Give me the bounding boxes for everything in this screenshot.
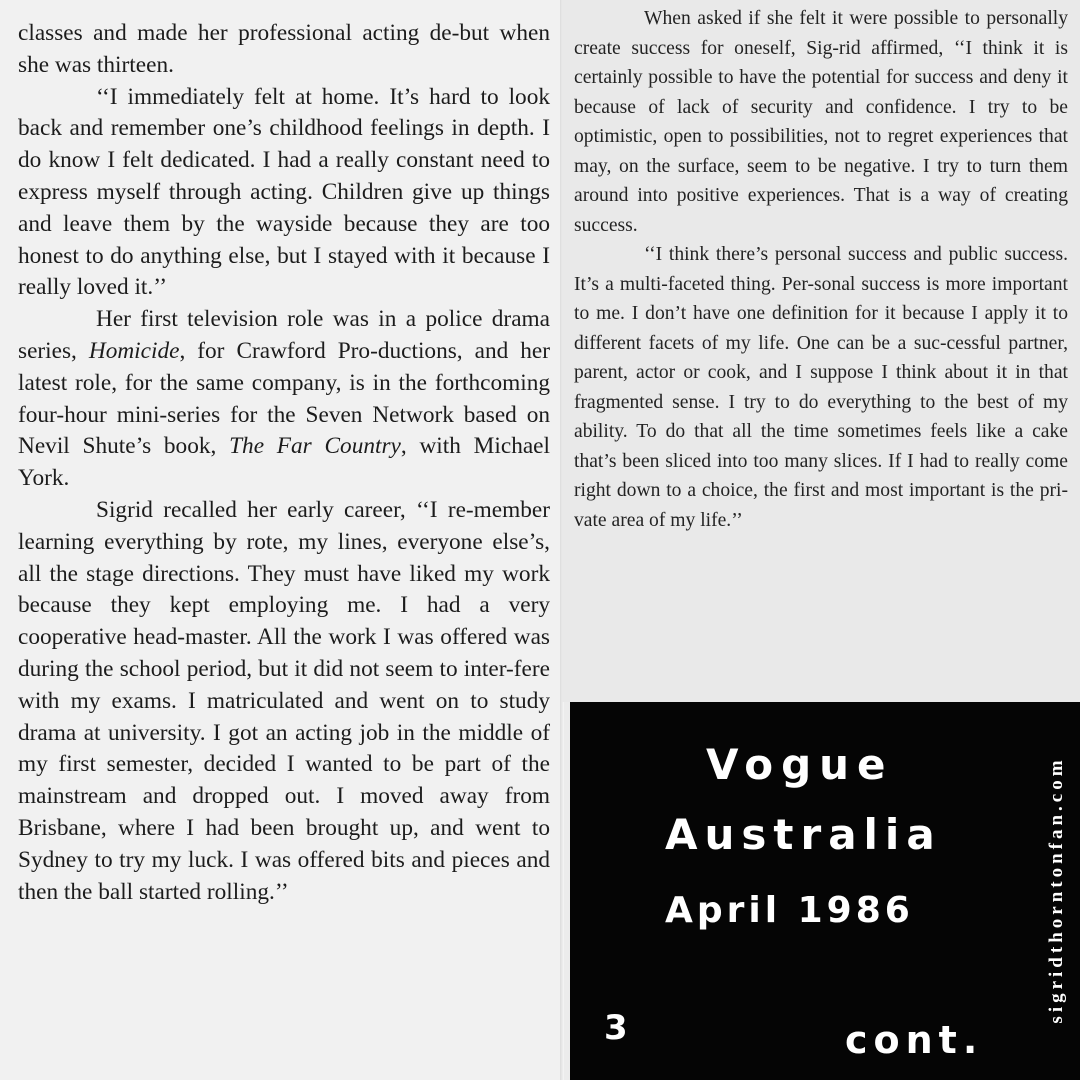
issue-date: April 1986	[665, 890, 914, 931]
left-paragraph-3-text-c: , with Michael York.	[18, 433, 550, 492]
left-paragraph-3-text-b: , for Crawford Pro-ductions, and her latest role, for the same company, is in the forthcoming four-hour mini-series for the Seven Network based on Nevil Shute’s book,	[18, 337, 550, 460]
book-title-far-country: The Far Country	[229, 433, 401, 460]
show-title-homicide: Homicide	[88, 337, 180, 364]
article-right-column	[562, 0, 1080, 702]
caption-box	[570, 702, 1080, 1080]
magazine-name: Vogue	[706, 740, 894, 789]
left-paragraph-4: Sigrid recalled her early career, ‘‘I re-member learning everything by rote, my lines, everyone else’s, all the stage directions. They must have liked my work because they kept employing me. I had a very cooperative head-master. All the work I was offered was during the school period, but it did not seem to inter-fere with my exams. I matriculated and went on to study drama at university. I got an acting job in the middle of my first semester, decided I wanted to be part of the mainstream and dropped out. I moved away from Brisbane, where I had been brought up, and went to Sydney to try my luck. I was offered bits and pieces and then the ball started rolling.’’	[18, 496, 550, 905]
left-paragraph-3	[18, 304, 550, 495]
left-paragraph-1: classes and made her professional acting de-but when she was thirteen.	[18, 20, 550, 78]
left-paragraph-3-text-a: Her first television role was in a police drama series,	[18, 306, 550, 364]
continued-label: cont.	[845, 1018, 984, 1062]
watermark: sigridthorntonfan.com	[1046, 756, 1067, 1024]
magazine-edition: Australia	[665, 810, 942, 859]
page-number: 3	[604, 1008, 628, 1048]
right-paragraph-1: When asked if she felt it were possible to personally create success for oneself, Sig-rid affirmed, ‘‘I think it is certainly possible to have the potential for success and deny it because of lack of security and confidence. I try to be optimistic, open to possibilities, not to regret experiences that may, on the surface, seem to be negative. I try to turn them around into positive experiences. That is a way of creating success.	[574, 8, 1068, 236]
left-paragraph-2: ‘‘I immediately felt at home. It’s hard to look back and remember one’s childhood feelings in depth. I do know I felt dedicated. I had a really constant need to express myself through acting. Children give up things and leave them by the wayside because they are too honest to do anything else, but I stayed with it because I really loved it.’’	[18, 83, 550, 301]
right-paragraph-2: ‘‘I think there’s personal success and public success. It’s a multi-faceted thing. Per-sonal success is more important to me. I don’t have one definition for it because I apply it to different facets of my life. One can be a suc-cessful partner, parent, actor or cook, and I suppose I think about it in that fragmented sense. I try to do everything to the best of my ability. To do that all the time sometimes feels like a cake that’s been sliced into too many slices. If I had to really come right down to a choice, the first and most important is the pri-vate area of my life.’’	[574, 244, 1068, 531]
